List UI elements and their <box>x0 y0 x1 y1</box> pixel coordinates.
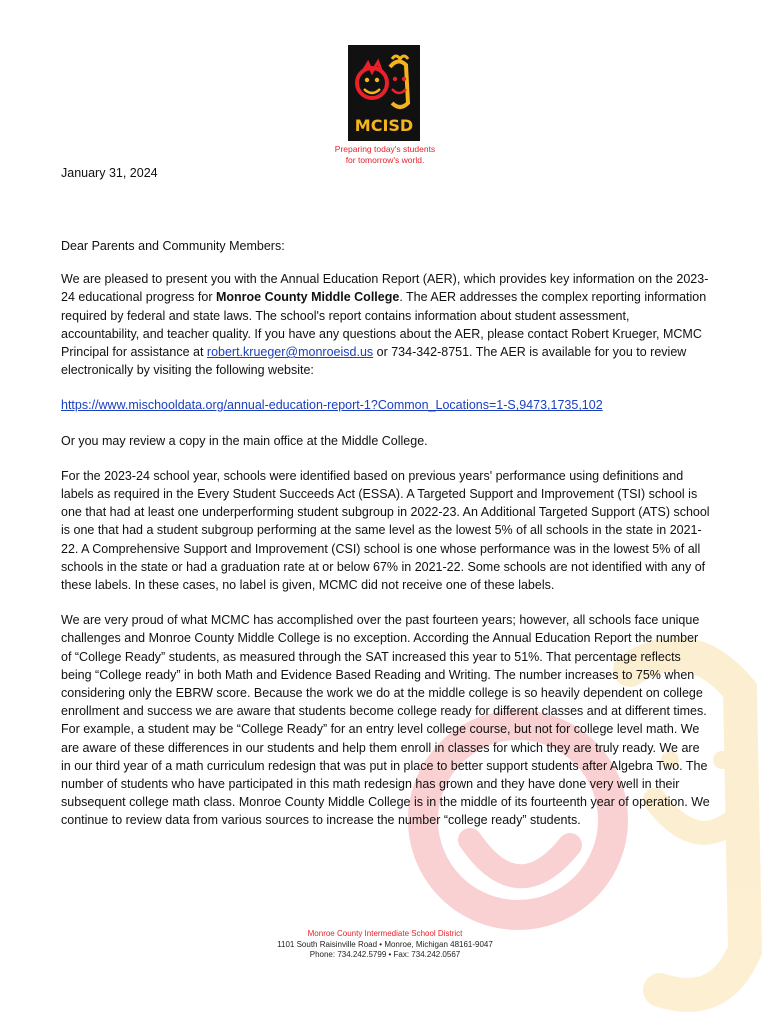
paragraph-url <box>61 396 711 414</box>
intro-text-c: or 734-342-8751. The AER is available for you to review electronically by visiting the following website: <box>61 345 687 378</box>
tagline-line-1: Preparing today's students <box>334 144 436 154</box>
paragraph-intro <box>61 270 711 379</box>
footer-org: Monroe County Intermediate School District <box>307 929 463 938</box>
paragraph-office-copy: Or you may review a copy in the main office at the Middle College. <box>61 433 428 448</box>
school-name: Monroe County Middle College <box>215 290 400 305</box>
paragraph-college-ready: We are very proud of what MCMC has accomplished over the past fourteen years; however, all schools face unique challenges and Monroe County Middle College is no exception. According the Annual Education Report the number of “College Ready” students, as measured through the SAT increased this year to 51%. That percentage reflects being “College ready” in both Math and Evidence Based Reading and Writing. The number increases to 75% when considering only the EBRW score. Because the work we do at the middle college is so heavily dependent on college enrollment and success we are aware that students become college ready for different classes and at different times. For example, a student may be “College Ready” for an entry level college course, but not for college level math. We are aware of these differences in our students and help them enroll in classes for which they are truly ready. We are in our third year of a math curriculum redesign that was put in place to better support students after Algebra Two. The number of students who have participated in this math redesign has grown and they have done very well in their subsequent college math class. Monroe County Middle College is in the middle of its fourteenth year of operation. We continue to review data from various sources to increase the number “college ready” students. <box>61 613 710 828</box>
intro-text-a: We are pleased to present you with the Annual Education Report (AER), which provides key information on the 2023-24 educational progress for <box>61 272 709 305</box>
letter-date: January 31, 2024 <box>61 166 158 180</box>
intro-text-b: . The AER addresses the complex reporting information required by federal and state laws. The school's report contains information about student assessment, accountability, and teacher quality. If you have any questions about the AER, please contact Robert Krueger, MCMC Principal for assistance at <box>61 290 707 360</box>
salutation: Dear Parents and Community Members: <box>61 239 285 253</box>
letter-footer <box>235 929 535 961</box>
footer-address: 1101 South Raisinville Road • Monroe, Michigan 48161-9047 <box>277 939 493 949</box>
aer-website-link[interactable]: https://www.mischooldata.org/annual-education-report-1?Common_Locations=1-S,9473,1735,102 <box>61 398 603 413</box>
letterhead-tagline <box>300 144 470 166</box>
paragraph-essa-labels: For the 2023-24 school year, schools were identified based on previous years' performance using definitions and labels as required in the Every Student Succeeds Act (ESSA). A Targeted Support and Improvement (TSI) school is one that had at least one underperforming student subgroup in 2022-23. An Additional Targeted Support (ATS) school is one that had a student subgroup performing at the same level as the lowest 5% of all schools in the state in 2021-22. A Comprehensive Support and Improvement (CSI) school is one whose performance was in the lowest 5% of all schools in the state or had a graduation rate at or below 67% in 2021-22. Some schools are not identified with any of these labels. In these cases, no label is given, MCMC did not receive one of these labels. <box>61 468 710 593</box>
letter-body <box>61 237 711 847</box>
logo-text: MCISD <box>354 116 414 135</box>
tagline-line-2: for tomorrow's world. <box>345 155 425 165</box>
footer-phone: Phone: 734.242.5799 • Fax: 734.242.0567 <box>309 950 461 959</box>
mcisd-logo <box>348 45 420 141</box>
principal-email-link[interactable]: robert.krueger@monroeisd.us <box>206 345 374 360</box>
